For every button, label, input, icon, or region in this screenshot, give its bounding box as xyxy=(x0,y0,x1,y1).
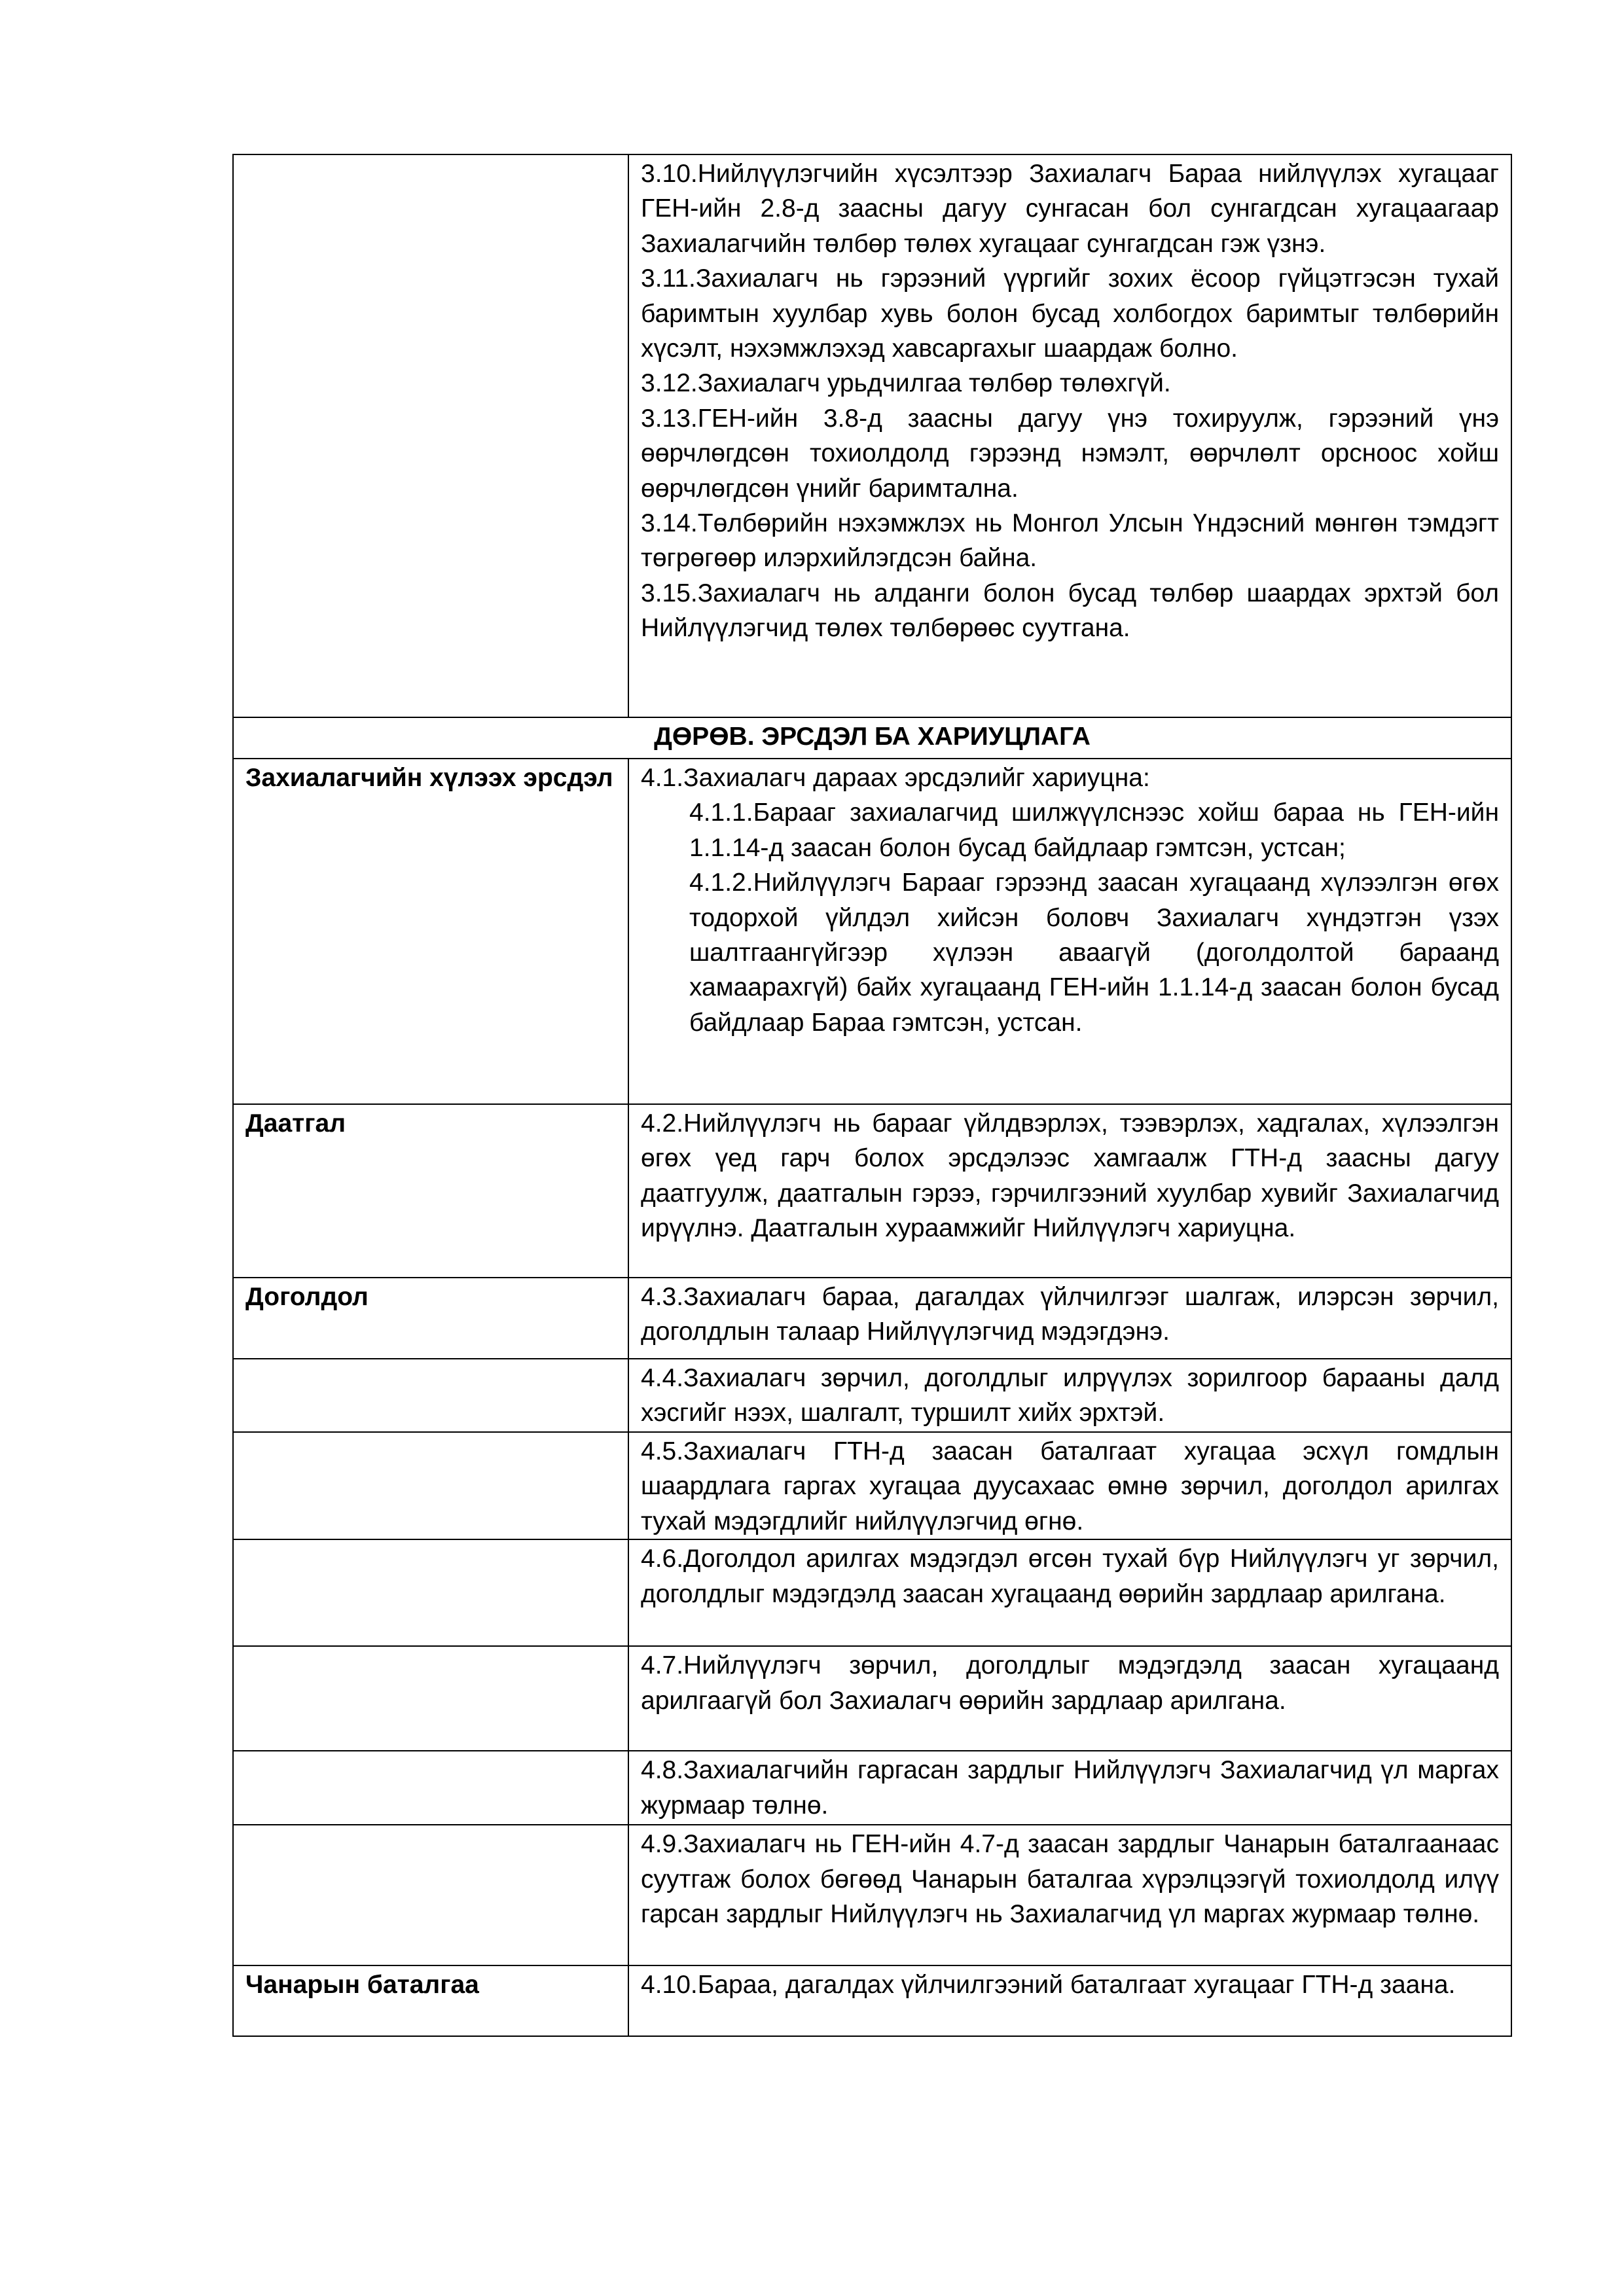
empty-label-cell xyxy=(233,1432,628,1539)
clause-3-10: 3.10.Нийлүүлэгчийн хүсэлтээр Захиалагч Бараа нийлүүлэх хугацааг ГЕН-ийн 2.8-д заасны дагуу сунгасан бол сунгагдсан хугацаагаар Захиалагчийн төлбөр төлөх хугацааг сунгагдсан гэж үзнэ. xyxy=(641,160,1499,258)
clause-4-1: 4.1.Захиалагч дараах эрсдэлийг хариуцна: xyxy=(641,764,1150,792)
defect-cell-4-4 xyxy=(628,1359,1511,1432)
defect-cell-4-9 xyxy=(628,1825,1511,1965)
contract-table xyxy=(232,154,1512,2037)
table-row-defect-4-5 xyxy=(233,1432,1511,1539)
table-row-defect-4-7 xyxy=(233,1646,1511,1751)
clause-4-8: 4.8.Захиалагчийн гаргасан зардлыг Нийлүүлэгч Захиалагчид үл маргах журмаар төлнө. xyxy=(641,1756,1499,1820)
table-row-defect-4-4 xyxy=(233,1359,1511,1432)
clause-4-4: 4.4.Захиалагч зөрчил, доголдлыг илрүүлэх зорилгоор барааны далд хэсгийг нээх, шалгалт, туршилт хийх эрхтэй. xyxy=(641,1364,1499,1427)
empty-label-cell xyxy=(233,154,628,717)
defect-label: Доголдол xyxy=(233,1278,628,1359)
warranty-label: Чанарын баталгаа xyxy=(233,1965,628,2036)
table-row-section3 xyxy=(233,154,1511,717)
clause-4-2: 4.2.Нийлүүлэгч нь барааг үйлдвэрлэх, тээвэрлэх, хадгалах, хүлээлгэн өгөх үед гарч болох эрсдэлээс хамгаалж ГТН-д заасны дагуу даатгуулж, даатгалын гэрээ, гэрчилгээний хуулбар хувийг Захиалагчид ирүүлнэ. Даатгалын хураамжийг Нийлүүлэгч хариуцна. xyxy=(641,1109,1499,1243)
clause-3-13: 3.13.ГЕН-ийн 3.8-д заасны дагуу үнэ тохируулж, гэрээний үнэ өөрчлөгдсөн тохиолдолд гэрээнд нэмэлт, өөрчлөлт орсноос хойш өөрчлөгдсөн үнийг баримтална. xyxy=(641,404,1499,503)
clause-4-3: 4.3.Захиалагч бараа, дагалдах үйлчилгээг шалгаж, илэрсэн зөрчил, доголдлын талаар Нийлүүлэгчид мэдэгдэнэ. xyxy=(641,1283,1499,1346)
warranty-cell xyxy=(628,1965,1511,2036)
table-row-defect-4-8 xyxy=(233,1751,1511,1825)
table-row-insurance xyxy=(233,1104,1511,1278)
clause-4-7: 4.7.Нийлүүлэгч зөрчил, доголдлыг мэдэгдэлд заасан хугацаанд арилгаагүй бол Захиалагч өөрийн зардлаар арилгана. xyxy=(641,1651,1499,1715)
empty-label-cell xyxy=(233,1825,628,1965)
clause-4-6: 4.6.Доголдол арилгах мэдэгдэл өгсөн тухай бүр Нийлүүлэгч уг зөрчил, доголдлыг мэдэгдэлд заасан хугацаанд өөрийн зардлаар арилгана. xyxy=(641,1545,1499,1608)
section-title: ДӨРӨВ. ЭРСДЭЛ БА ХАРИУЦЛАГА xyxy=(233,717,1511,759)
empty-label-cell xyxy=(233,1359,628,1432)
clause-3-14: 3.14.Төлбөрийн нэхэмжлэх нь Монгол Улсын Үндэсний мөнгөн тэмдэгт төгрөгөөр илэрхийлэгдсэн байна. xyxy=(641,509,1499,573)
clause-4-10: 4.10.Бараа, дагалдах үйлчилгээний баталгаат хугацааг ГТН-д заана. xyxy=(641,1971,1456,2000)
table-row-section4-title xyxy=(233,717,1511,759)
defect-cell-4-5 xyxy=(628,1432,1511,1539)
table-row-defect-4-6 xyxy=(233,1539,1511,1646)
clause-3-12: 3.12.Захиалагч урьдчилгаа төлбөр төлөхгүй. xyxy=(641,369,1171,398)
empty-label-cell xyxy=(233,1751,628,1825)
defect-cell-4-7 xyxy=(628,1646,1511,1751)
defect-cell-4-3 xyxy=(628,1278,1511,1359)
table-row-defect-4-9 xyxy=(233,1825,1511,1965)
table-row-risk xyxy=(233,759,1511,1104)
clause-4-5: 4.5.Захиалагч ГТН-д заасан баталгаат хугацаа эсхүл гомдлын шаардлага гаргах хугацаа дуусахаас өмнө зөрчил, доголдол арилгах тухай мэдэгдлийг нийлүүлэгчид өгнө. xyxy=(641,1437,1499,1535)
insurance-label: Даатгал xyxy=(233,1104,628,1278)
section3-cell xyxy=(628,154,1511,717)
clause-4-1-1: 4.1.1.Барааг захиалагчид шилжүүлснээс хойш бараа нь ГЕН-ийн 1.1.14-д заасан болон бусад байдлаар гэмтсэн, устсан; xyxy=(689,798,1499,862)
empty-label-cell xyxy=(233,1646,628,1751)
risk-label: Захиалагчийн хүлээх эрсдэл xyxy=(245,764,613,792)
risk-label-cell xyxy=(233,759,628,1104)
risk-cell xyxy=(628,759,1511,1104)
defect-cell-4-8 xyxy=(628,1751,1511,1825)
clause-3-15: 3.15.Захиалагч нь алданги болон бусад төлбөр шаардах эрхтэй бол Нийлүүлэгчид төлөх төлбөрөөс суутгана. xyxy=(641,579,1499,643)
clause-4-1-2: 4.1.2.Нийлүүлэгч Барааг гэрээнд заасан хугацаанд хүлээлгэн өгөх тодорхой үйлдэл хийсэн боловч Захиалагч хүндэтгэн үзэх шалтгаангүйгээр хүлээн аваагүй (доголдолтой бараанд хамаарахгүй) байх хугацаанд ГЕН-ийн 1.1.14-д заасан болон бусад байдлаар Бараа гэмтсэн, устсан. xyxy=(689,869,1499,1037)
insurance-cell xyxy=(628,1104,1511,1278)
empty-label-cell xyxy=(233,1539,628,1646)
table-row-warranty xyxy=(233,1965,1511,2036)
clause-4-9: 4.9.Захиалагч нь ГЕН-ийн 4.7-д заасан зардлыг Чанарын баталгаанаас суутгаж болох бөгөөд Чанарын баталгаа хүрэлцээгүй тохиолдолд илүү гарсан зардлыг Нийлүүлэгч нь Захиалагчид үл маргах журмаар төлнө. xyxy=(641,1830,1499,1929)
table-row-defect-4-3 xyxy=(233,1278,1511,1359)
defect-cell-4-6 xyxy=(628,1539,1511,1646)
clause-3-11: 3.11.Захиалагч нь гэрээний үүргийг зохих ёсоор гүйцэтгэсэн тухай баримтын хуулбар хувь болон бусад холбогдох баримтыг төлбөрийн хүсэлт, нэхэмжлэхэд хавсаргахыг шаардаж болно. xyxy=(641,264,1499,363)
